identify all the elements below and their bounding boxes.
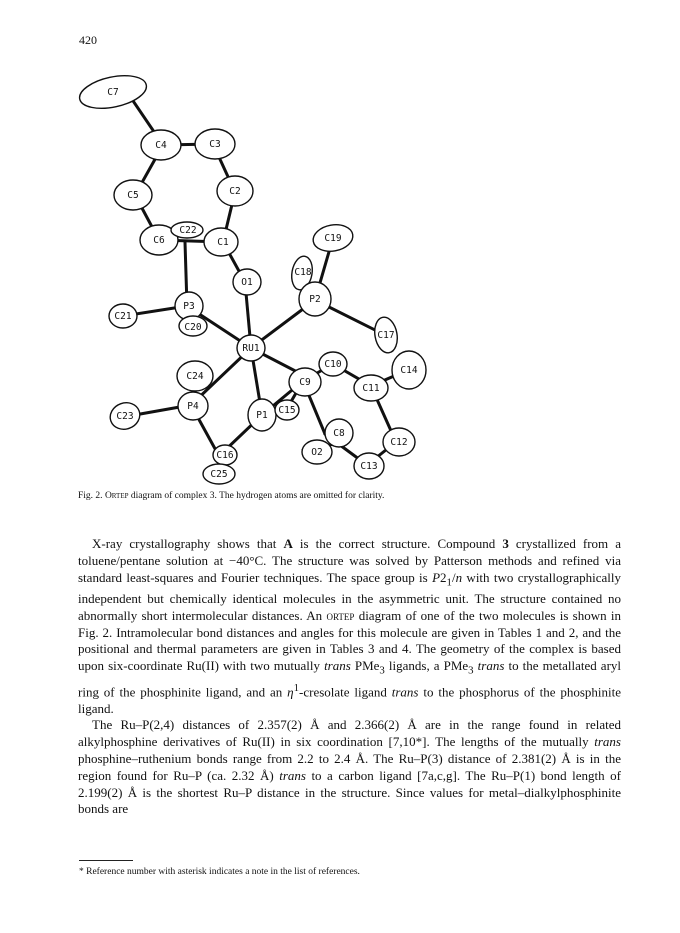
footnote-rule	[79, 860, 133, 861]
text-run: X-ray crystallography shows that	[92, 536, 284, 551]
paragraph-2	[78, 717, 621, 818]
text-run-subscript: 3	[379, 664, 385, 677]
label-c12: C12	[390, 437, 408, 448]
text-run: PMe	[350, 658, 380, 674]
label-c14: C14	[400, 365, 418, 376]
text-run: crystallized from a toluene/pentane solution at −40°C. The structure was solved by Patterson methods and refined via standard least-squares and Fourier techniques. The space group is	[78, 536, 621, 585]
label-c22: C22	[179, 225, 197, 236]
caption-text: diagram of complex 3. The hydrogen atoms are omitted for clarity.	[128, 491, 385, 501]
text-run: is the correct structure. Compound	[292, 536, 503, 551]
label-c18: C18	[294, 267, 312, 278]
text-run-smallcaps: ortep	[326, 607, 355, 623]
label-c7: C7	[107, 87, 119, 98]
ortep-figure	[75, 70, 455, 490]
label-c11: C11	[362, 383, 380, 394]
text-run-italic: trans	[477, 658, 505, 674]
label-c23: C23	[116, 411, 134, 422]
label-c21: C21	[114, 311, 132, 322]
label-c19: C19	[324, 233, 342, 244]
caption-prefix: Fig. 2.	[78, 491, 105, 501]
label-c10: C10	[324, 359, 342, 370]
text-run-bold: 3	[502, 536, 509, 551]
label-c8: C8	[333, 428, 345, 439]
caption-ortep: Ortep	[104, 491, 129, 501]
text-run: 2	[440, 569, 447, 585]
label-ru1: RU1	[242, 343, 260, 354]
label-c16: C16	[216, 450, 234, 461]
text-run-italic: trans	[391, 683, 419, 699]
text-run-italic: trans	[279, 767, 306, 783]
text-run: with two crystallographically independent but chemically identical molecules in the asymmetric unit. The structure contained no abnormally short intermolecular distances. An	[78, 569, 621, 623]
text-run: to the phosphorus of the phosphinite ligand.	[78, 683, 621, 716]
text-run: ligands, a PMe	[384, 658, 469, 674]
label-c2: C2	[229, 186, 241, 197]
text-run: /	[451, 569, 456, 585]
text-run-italic: P	[432, 569, 441, 585]
label-c25: C25	[210, 469, 228, 480]
body-text	[78, 536, 621, 818]
footnote: * Reference number with asterisk indicates a note in the list of references.	[79, 867, 360, 877]
text-run-italic: trans	[594, 734, 621, 750]
text-run-bold: A	[283, 536, 293, 551]
text-run: phosphine–ruthenium bonds range from 2.2 to 2.4 Å. The Ru–P(3) distance of 2.381(2) Å is in the region found for Ru–P (ca. 2.32 Å)	[78, 751, 621, 783]
paragraph-1	[78, 536, 621, 717]
label-p1: P1	[256, 410, 268, 421]
text-run-italic: η	[287, 683, 294, 699]
label-c17: C17	[377, 330, 395, 341]
text-run: The Ru–P(2,4) distances of 2.357(2) Å and 2.366(2) Å are in the range found in related alkylphosphine derivatives of Ru(II) in six coordination [7,10*]. The lengths of the mutually	[78, 717, 621, 750]
label-o2: O2	[311, 447, 323, 458]
label-c20: C20	[184, 322, 202, 333]
label-c6: C6	[153, 235, 165, 246]
label-o1: O1	[241, 277, 253, 288]
text-run-italic: n	[455, 569, 463, 585]
text-run-italic: trans	[324, 658, 351, 674]
text-run: diagram of one of the two molecules is shown in Fig. 2. Intramolecular bond distances and angles for this molecule are given in Tables 1 and 2, and the positional and thermal parameters are given in Tables 3 and 4. The geometry of the complex is based upon six-coordinate Ru(II) with two mutually	[78, 607, 621, 674]
label-c24: C24	[186, 371, 204, 382]
figure-caption	[78, 490, 618, 502]
label-p2: P2	[309, 294, 321, 305]
text-run-subscript: 3	[468, 664, 474, 677]
label-c4: C4	[155, 140, 167, 151]
text-run-subscript: 1	[446, 576, 452, 589]
label-c5: C5	[127, 190, 139, 201]
text-run: to the metallated aryl ring of the phosphinite ligand, and an	[78, 658, 622, 699]
label-p4: P4	[187, 401, 199, 412]
label-p3: P3	[183, 301, 195, 312]
label-c1: C1	[217, 237, 229, 248]
label-c15: C15	[278, 405, 296, 416]
label-c13: C13	[360, 461, 378, 472]
label-c9: C9	[299, 377, 311, 388]
label-c3: C3	[209, 139, 221, 150]
text-run: -cresolate ligand	[299, 683, 392, 699]
page-number: 420	[79, 33, 97, 47]
text-run-superscript: 1	[293, 681, 300, 694]
text-run: to a carbon ligand [7a,c,g]. The Ru–P(1) bond length of 2.199(2) Å is the shortest Ru–P distance in the structure. Since values for metal–dialkylphosphinite bonds are	[78, 767, 621, 817]
